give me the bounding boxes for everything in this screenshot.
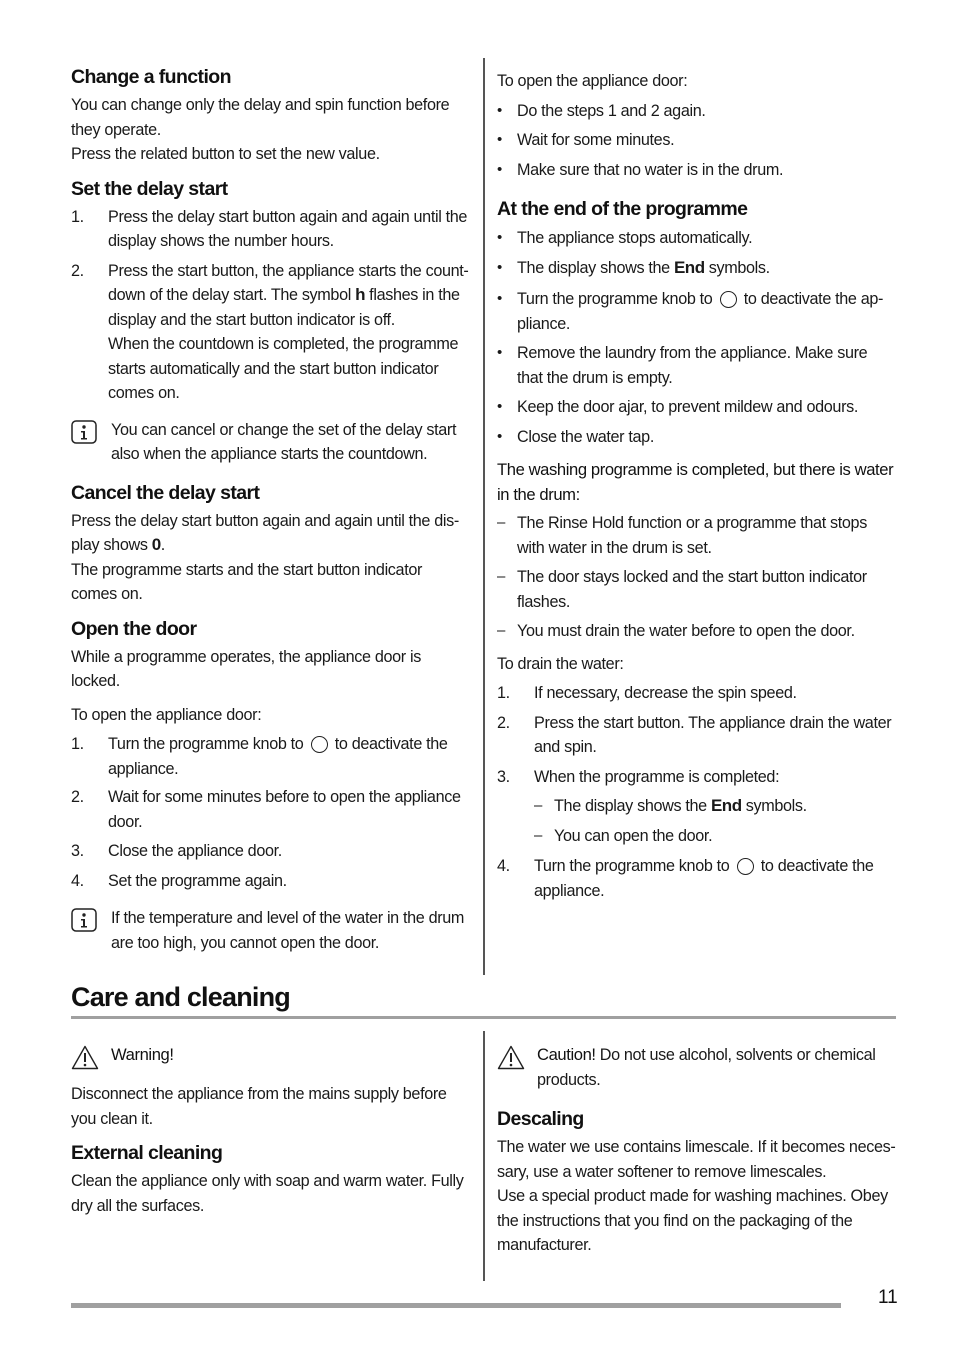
knob-off-icon bbox=[737, 858, 754, 875]
list-item bbox=[497, 681, 897, 706]
list-item bbox=[497, 158, 897, 183]
open-door-steps bbox=[71, 732, 471, 893]
cancel-delay-text-2: The programme starts and the start button indicator comes on. bbox=[71, 560, 423, 603]
bullet-mark: • bbox=[497, 344, 502, 361]
step-text-part: flashes in the display and the start button indicator is off. bbox=[108, 286, 460, 329]
dash-mark: – bbox=[534, 797, 542, 814]
bullet-text: Close the water tap. bbox=[517, 427, 654, 446]
dash-text: The door stays locked and the start button indicator flashes. bbox=[517, 568, 867, 611]
list-item bbox=[534, 794, 897, 819]
list-item bbox=[71, 732, 471, 781]
text-part: symbols. bbox=[704, 258, 770, 277]
dash-text: You can open the door. bbox=[554, 826, 713, 845]
list-item bbox=[71, 259, 471, 406]
step-number: 3. bbox=[497, 767, 510, 786]
list-item bbox=[497, 711, 897, 760]
dash-mark: – bbox=[497, 622, 505, 639]
warning-label: Warning! bbox=[111, 1045, 174, 1064]
text-part: to deactivate the appliance. bbox=[108, 735, 448, 778]
text-part: Press the delay start button again and again until the dis-play shows bbox=[71, 511, 459, 554]
list-item bbox=[71, 839, 471, 864]
section-title: Care and cleaning bbox=[71, 982, 290, 1012]
dash-text: The Rinse Hold function or a programme that stops with water in the drum is set. bbox=[517, 514, 867, 557]
column-divider bbox=[483, 58, 485, 975]
text-part: Turn the programme knob to bbox=[534, 857, 734, 875]
bullet-mark: • bbox=[497, 101, 502, 119]
step-number: 1. bbox=[497, 684, 510, 702]
list-item bbox=[497, 99, 897, 124]
step-text bbox=[108, 259, 471, 406]
descaling-text-2: Use a special product made for washing machines. Obey the instructions that you find on the packaging of the manufacturer. bbox=[497, 1187, 888, 1254]
bullet-text: Wait for some minutes. bbox=[517, 131, 675, 149]
dash-text: You must drain the water before to open the door. bbox=[517, 622, 855, 640]
step-text-part: Press the start button, the appliance starts the count-down of the delay start. The symbol bbox=[108, 261, 469, 304]
knob-off-icon bbox=[311, 736, 328, 753]
drain-intro: To drain the water: bbox=[497, 654, 624, 673]
text-part: Turn the programme knob to bbox=[517, 290, 717, 308]
list-item bbox=[497, 511, 897, 560]
text-part: symbols. bbox=[741, 797, 807, 815]
list-item bbox=[497, 341, 897, 390]
step-text bbox=[534, 765, 897, 849]
end-programme-bullets bbox=[497, 226, 897, 449]
bullet-mark: • bbox=[497, 258, 502, 276]
bullet-mark: • bbox=[497, 229, 502, 246]
open-door-bullets bbox=[497, 99, 897, 183]
bullet-text: Do the steps 1 and 2 again. bbox=[517, 101, 706, 120]
warning-icon bbox=[497, 1043, 537, 1070]
open-door-text: While a programme operates, the appliance door is locked. bbox=[71, 647, 421, 690]
note-text: You can cancel or change the set of the delay start also when the appliance starts the countdown. bbox=[111, 420, 457, 463]
text-part: Do not use alcohol, solvents or chemical products. bbox=[537, 1046, 876, 1089]
step-text: Wait for some minutes before to open the appliance door. bbox=[108, 788, 461, 831]
list-item bbox=[497, 425, 897, 450]
caution-label: Caution! bbox=[537, 1045, 596, 1064]
info-note bbox=[71, 418, 471, 467]
step-text-part: When the countdown is completed, the programme starts automatically and the start button indicator comes on. bbox=[108, 335, 459, 402]
caution-text bbox=[537, 1043, 897, 1092]
step-text: Close the appliance door. bbox=[108, 842, 282, 860]
end-programme-heading: At the end of the programme bbox=[497, 198, 748, 220]
external-cleaning-heading: External cleaning bbox=[71, 1142, 223, 1164]
descaling-text: The water we use contains limescale. If it becomes neces-sary, use a water softener to remove limescales. bbox=[497, 1138, 896, 1181]
water-in-drum-lead: The washing programme is completed, but there is water in the drum: bbox=[497, 460, 894, 504]
set-delay-heading: Set the delay start bbox=[71, 177, 228, 200]
list-item bbox=[497, 565, 897, 614]
step-number: 1. bbox=[71, 207, 84, 226]
care-right-column bbox=[497, 1043, 897, 1258]
info-note bbox=[71, 906, 471, 955]
list-item bbox=[497, 619, 897, 644]
bullet-mark: • bbox=[497, 131, 502, 148]
info-icon bbox=[71, 418, 111, 444]
column-divider bbox=[483, 1031, 485, 1281]
text-part: Turn the programme knob to bbox=[108, 735, 308, 753]
text-part: . bbox=[160, 536, 165, 554]
external-cleaning-text: Clean the appliance only with soap and warm water. Fully dry all the surfaces. bbox=[71, 1172, 464, 1215]
page-number: 11 bbox=[878, 1287, 898, 1308]
open-door-intro: To open the appliance door: bbox=[71, 705, 262, 724]
dash-mark: – bbox=[497, 568, 505, 585]
bullet-mark: • bbox=[497, 290, 502, 307]
list-item bbox=[497, 287, 897, 336]
knob-off-icon bbox=[720, 291, 737, 308]
footer-rule bbox=[71, 1303, 841, 1308]
warning-text: Disconnect the appliance from the mains supply before you clean it. bbox=[71, 1085, 447, 1128]
list-item bbox=[497, 256, 897, 281]
bullet-text: Remove the laundry from the appliance. Make sure that the drum is empty. bbox=[517, 344, 868, 387]
change-function-heading: Change a function bbox=[71, 66, 231, 88]
step-text bbox=[534, 854, 897, 903]
warning-icon bbox=[71, 1043, 111, 1070]
bullet-mark: • bbox=[497, 398, 502, 415]
bullet-text bbox=[517, 256, 897, 281]
warning-note bbox=[71, 1043, 471, 1070]
set-delay-steps bbox=[71, 205, 471, 406]
dash-text bbox=[554, 794, 897, 819]
descaling-heading: Descaling bbox=[497, 1108, 584, 1130]
list-item bbox=[497, 395, 897, 420]
note-text: If the temperature and level of the water in the drum are too high, you cannot open the door. bbox=[111, 909, 465, 952]
text-part: to deactivate the ap-pliance. bbox=[517, 290, 884, 333]
step-number: 2. bbox=[497, 713, 510, 732]
bullet-text: The appliance stops automatically. bbox=[517, 229, 753, 247]
change-function-text-2: Press the related button to set the new value. bbox=[71, 145, 380, 163]
step-number: 4. bbox=[497, 857, 510, 875]
text-part: to deactivate the appliance. bbox=[534, 857, 874, 900]
list-item bbox=[497, 765, 897, 849]
zero-symbol: 0 bbox=[151, 535, 161, 554]
caution-note bbox=[497, 1043, 897, 1092]
section-rule bbox=[71, 1016, 896, 1019]
list-item bbox=[497, 226, 897, 251]
right-column bbox=[497, 69, 897, 903]
bullet-text: Make sure that no water is in the drum. bbox=[517, 160, 784, 179]
text-part: The display shows the bbox=[554, 797, 711, 815]
delay-symbol: h bbox=[355, 285, 366, 304]
open-door-intro: To open the appliance door: bbox=[497, 72, 688, 90]
list-item bbox=[71, 205, 471, 254]
cancel-delay-heading: Cancel the delay start bbox=[71, 481, 260, 504]
info-icon bbox=[71, 906, 111, 932]
drain-steps bbox=[497, 681, 897, 903]
step-number: 1. bbox=[71, 735, 84, 753]
end-symbol: End bbox=[673, 257, 705, 277]
dash-mark: – bbox=[534, 826, 542, 844]
step-number: 2. bbox=[71, 261, 84, 280]
left-column bbox=[71, 64, 471, 955]
open-door-heading: Open the door bbox=[71, 617, 197, 640]
bullet-mark: • bbox=[497, 427, 502, 445]
bullet-text: Keep the door ajar, to prevent mildew and odours. bbox=[517, 398, 858, 416]
step-number: 2. bbox=[71, 788, 84, 806]
step-text: Press the start button. The appliance drain the water and spin. bbox=[534, 713, 892, 756]
dash-mark: – bbox=[497, 514, 505, 531]
water-in-drum-dashes bbox=[497, 511, 897, 644]
step-text: If necessary, decrease the spin speed. bbox=[534, 684, 797, 702]
step-text: Set the programme again. bbox=[108, 871, 287, 890]
text-part: The display shows the bbox=[517, 258, 674, 277]
cancel-delay-text bbox=[71, 509, 471, 558]
step-text: Press the delay start button again and again until the display shows the number hours. bbox=[108, 207, 468, 250]
list-item bbox=[497, 854, 897, 903]
step-text bbox=[108, 732, 471, 781]
list-item bbox=[497, 128, 897, 153]
list-item bbox=[534, 824, 897, 849]
end-symbol: End bbox=[710, 796, 742, 815]
sub-dashes bbox=[534, 794, 897, 848]
text-part: When the programme is completed: bbox=[534, 767, 780, 786]
change-function-text: You can change only the delay and spin function before they operate. bbox=[71, 96, 450, 139]
care-left-column bbox=[71, 1043, 471, 1218]
step-number: 3. bbox=[71, 842, 84, 860]
list-item bbox=[71, 869, 471, 894]
bullet-text bbox=[517, 287, 897, 336]
list-item bbox=[71, 785, 471, 834]
bullet-mark: • bbox=[497, 160, 502, 178]
step-number: 4. bbox=[71, 871, 84, 890]
